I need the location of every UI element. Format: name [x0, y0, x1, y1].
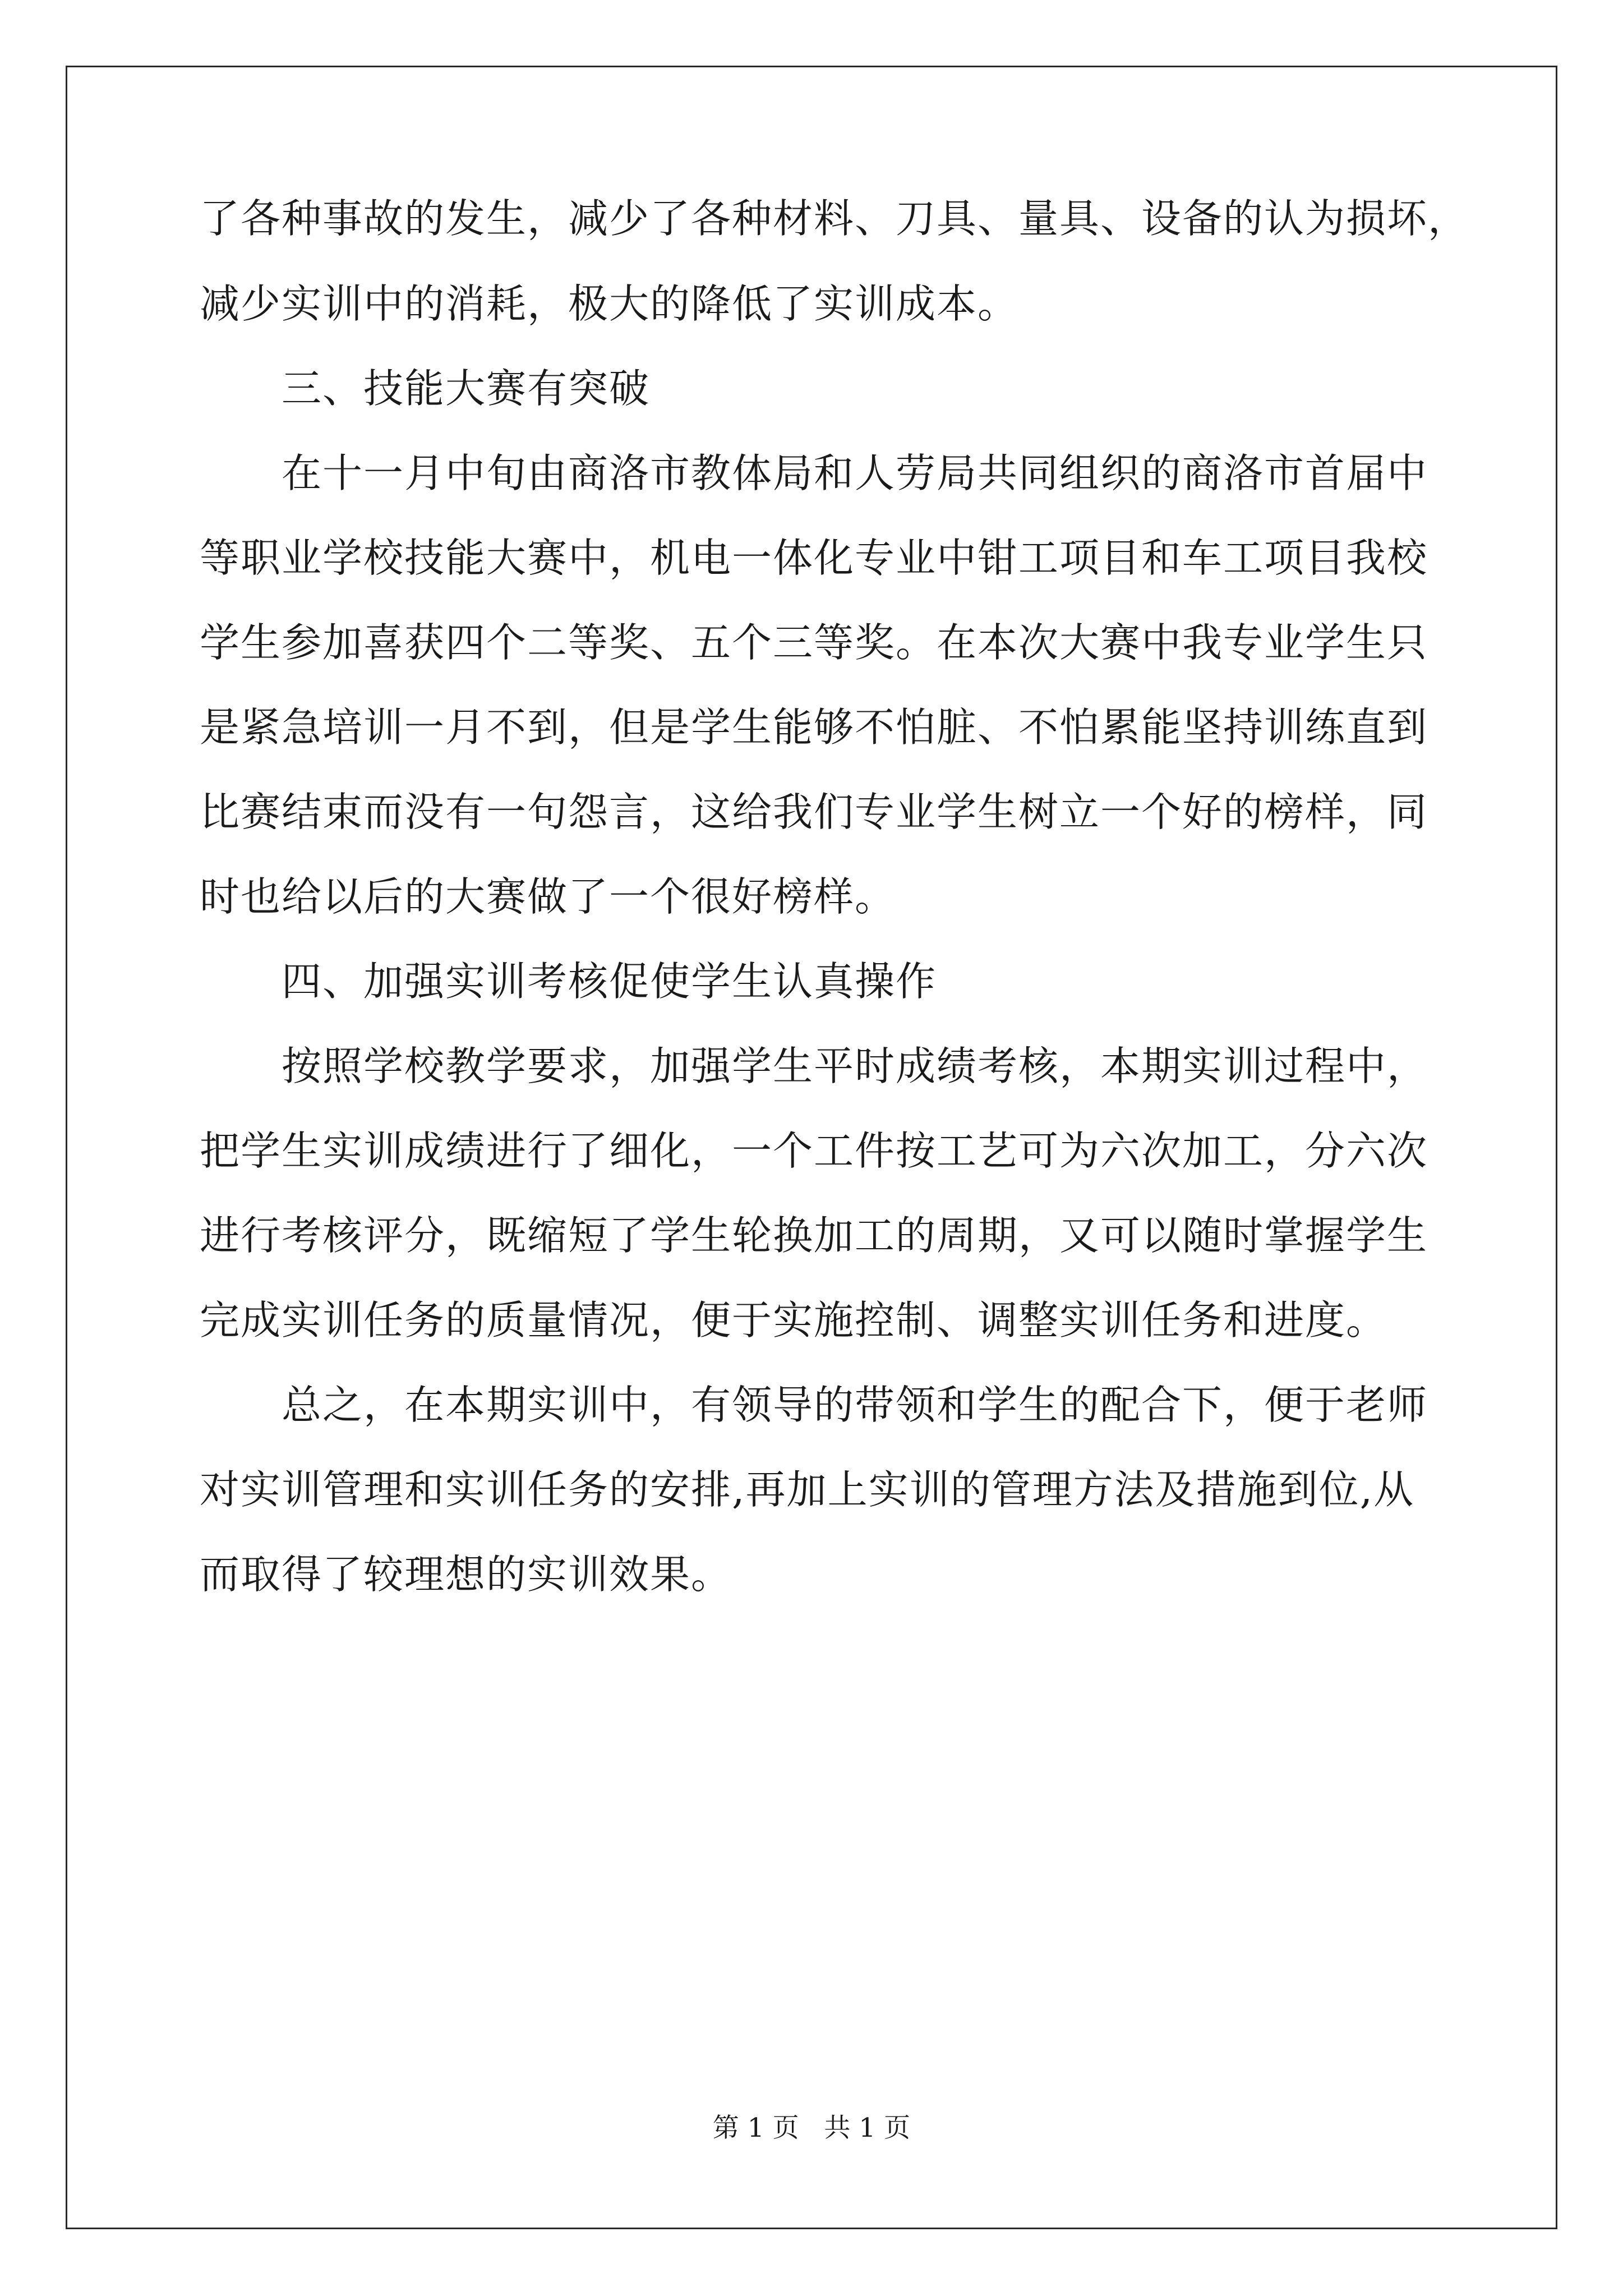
page-footer: 第 1 页 共 1 页 [712, 2113, 911, 2143]
body-line: 等职业学校技能大赛中，机电一体化专业中钳工项目和车工项目我校 [200, 535, 1428, 581]
body-line: 是紧急培训一月不到，但是学生能够不怕脏、不怕累能坚持训练直到 [200, 704, 1428, 751]
body-line: 对实训管理和实训任务的安排,再加上实训的管理方法及措施到位,从 [200, 1466, 1415, 1513]
section-heading: 四、加强实训考核促使学生认真操作 [282, 958, 937, 1005]
body-line: 比赛结束而没有一句怨言，这给我们专业学生树立一个好的榜样，同 [200, 789, 1428, 835]
body-line: 时也给以后的大赛做了一个很好榜样。 [200, 873, 896, 920]
section-heading: 三、技能大赛有突破 [282, 365, 651, 412]
body-line: 减少实训中的消耗，极大的降低了实训成本。 [200, 280, 1019, 327]
body-line: 按照学校教学要求，加强学生平时成绩考核，本期实训过程中， [282, 1043, 1428, 1089]
body-line: 完成实训任务的质量情况，便于实施控制、调整实训任务和进度。 [200, 1297, 1387, 1343]
body-line: 进行考核评分，既缩短了学生轮换加工的周期，又可以随时掌握学生 [200, 1212, 1428, 1259]
body-line: 把学生实训成绩进行了细化，一个工件按工艺可为六次加工，分六次 [200, 1128, 1428, 1174]
body-line: 了各种事故的发生，减少了各种材料、刀具、量具、设备的认为损坏， [200, 195, 1469, 242]
body-line: 总之，在本期实训中，有领导的带领和学生的配合下，便于老师 [282, 1382, 1428, 1428]
body-line: 而取得了较理想的实训效果。 [200, 1551, 732, 1598]
body-line: 在十一月中旬由商洛市教体局和人劳局共同组织的商洛市首届中 [282, 450, 1428, 496]
body-line: 学生参加喜获四个二等奖、五个三等奖。在本次大赛中我专业学生只 [200, 619, 1428, 666]
